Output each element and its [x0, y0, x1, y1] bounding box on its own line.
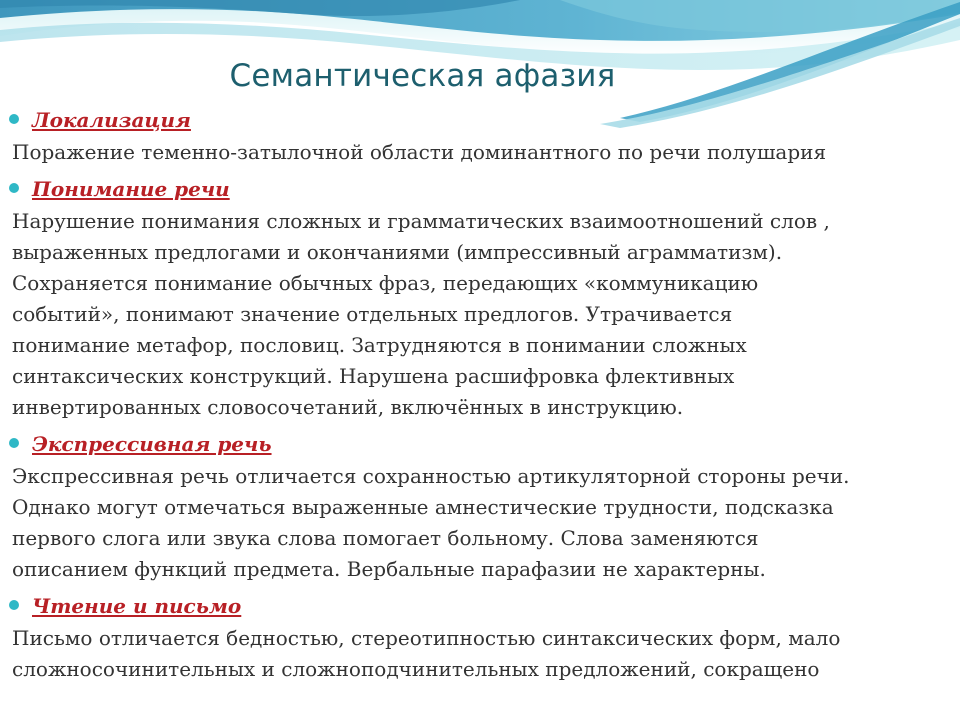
body-line: первого слога или звука слова помогает больному. Слова заменяются: [12, 526, 759, 550]
body-line: событий», понимают значение отдельных предлогов. Утрачивается: [12, 302, 733, 326]
section-localization: [0, 103, 960, 168]
section-heading: Экспрессивная речь: [32, 432, 272, 456]
body-line: сложносочинительных и сложноподчинительных предложений, сокращено: [12, 657, 820, 681]
slide-title: Семантическая афазия: [229, 58, 616, 94]
section-heading-row: [0, 103, 960, 137]
section-heading-row: [0, 589, 960, 623]
section-heading: Чтение и письмо: [32, 594, 242, 618]
section-heading: Локализация: [32, 108, 191, 132]
section-reading-writing: [0, 589, 960, 685]
body-line: инвертированных словосочетаний, включённых в инструкцию.: [12, 395, 684, 419]
body-line: описанием функций предмета. Вербальные парафазии не характерны.: [12, 557, 766, 581]
bullet-dot-icon: [9, 600, 19, 610]
body-line: выраженных предлогами и окончаниями (импрессивный аграмматизм).: [12, 240, 783, 264]
body-line: Письмо отличается бедностью, стереотипностью синтаксических форм, мало: [12, 626, 841, 650]
bullet-dot-icon: [9, 438, 19, 448]
body-line: Сохраняется понимание обычных фраз, передающих «коммуникацию: [12, 271, 759, 295]
section-body: [12, 137, 960, 168]
body-line: понимание метафор, пословиц. Затрудняются в понимании сложных: [12, 333, 747, 357]
section-expressive-speech: [0, 427, 960, 585]
body-line: Нарушение понимания сложных и грамматических взаимоотношений слов ,: [12, 209, 830, 233]
body-line: Однако могут отмечаться выраженные амнестические трудности, подсказка: [12, 495, 834, 519]
section-body: [12, 623, 960, 685]
body-line: синтаксических конструкций. Нарушена расшифровка флективных: [12, 364, 735, 388]
body-line: Экспрессивная речь отличается сохранностью артикуляторной стороны речи.: [12, 464, 850, 488]
slide-content: [0, 103, 960, 689]
section-body: [12, 461, 960, 585]
section-heading-row: [0, 172, 960, 206]
bullet-dot-icon: [9, 183, 19, 193]
bullet-dot-icon: [9, 114, 19, 124]
section-comprehension: [0, 172, 960, 423]
section-body: [12, 206, 960, 423]
body-line: Поражение теменно-затылочной области доминантного по речи полушария: [12, 140, 827, 164]
section-heading-row: [0, 427, 960, 461]
section-heading: Понимание речи: [32, 177, 230, 201]
